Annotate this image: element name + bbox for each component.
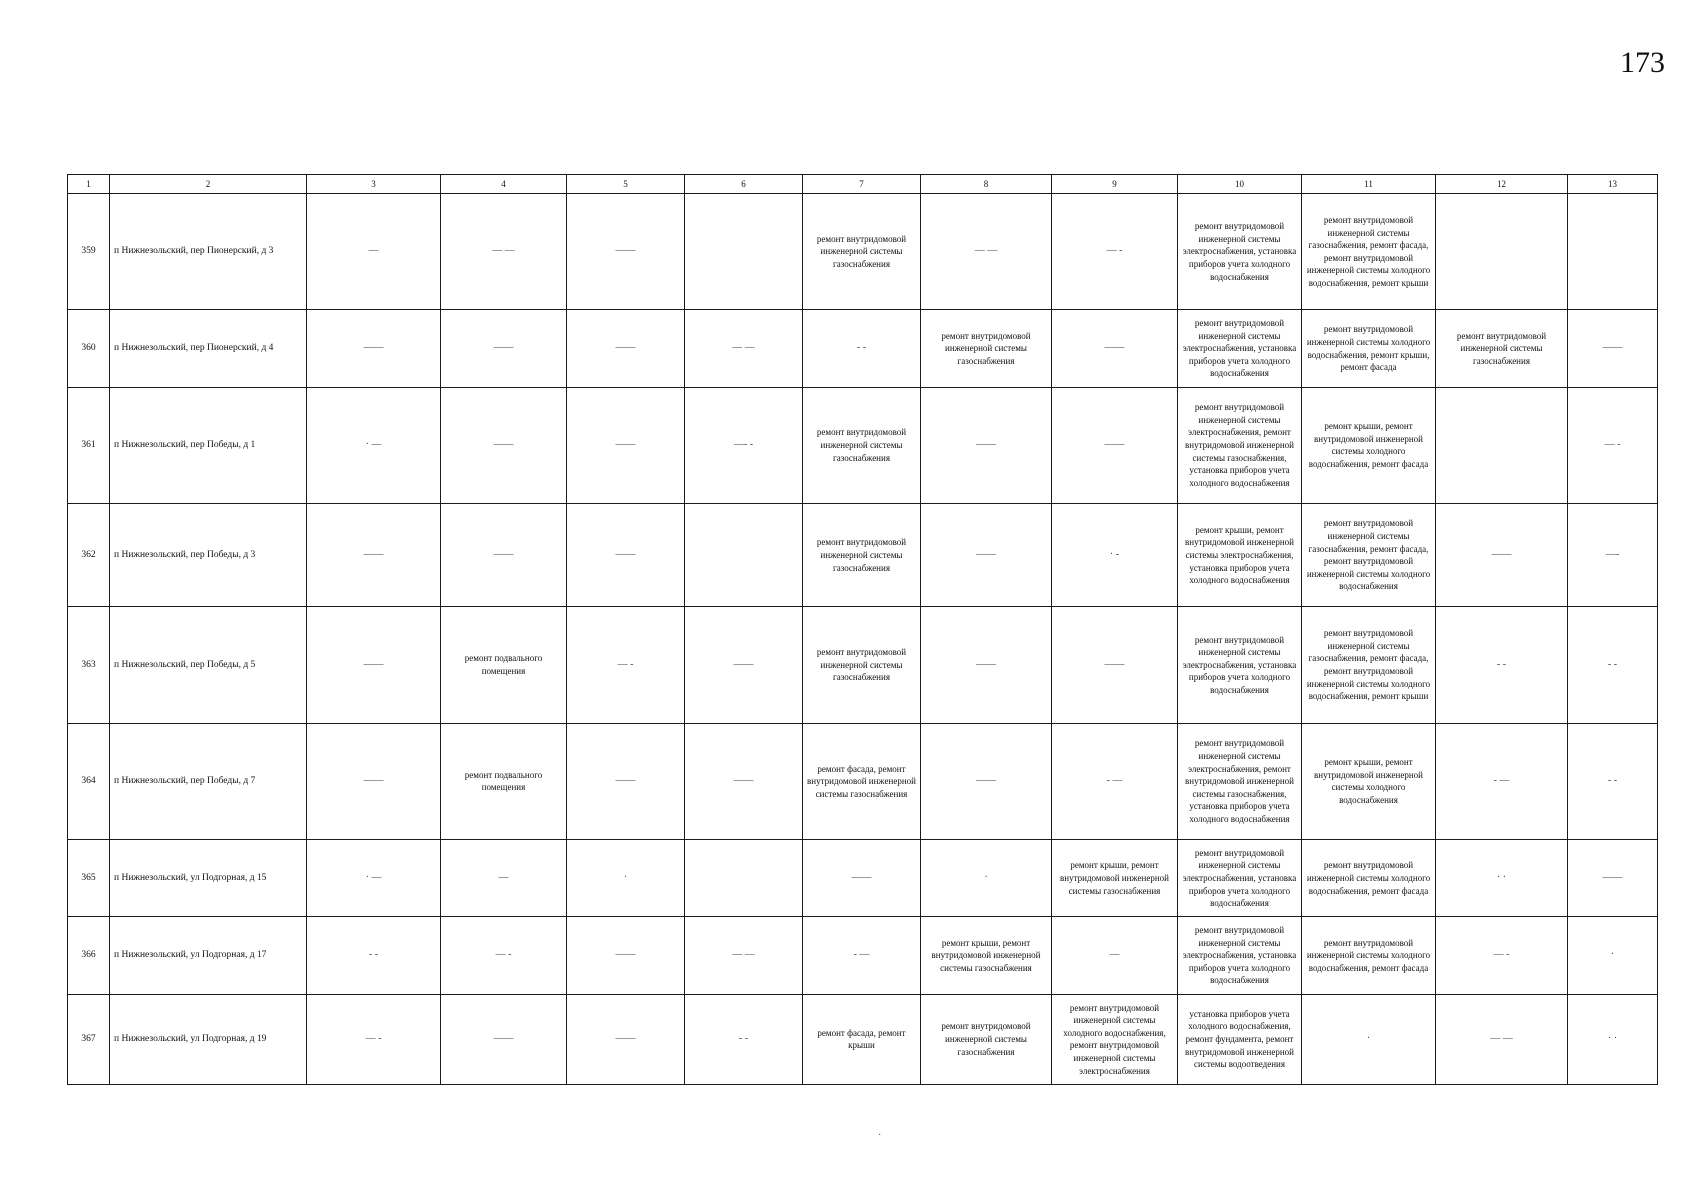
repair-cell-col-10: ремонт внутридомовой инженерной системы электроснабжения, установка приборов учета холодного водоснабжения bbox=[1178, 310, 1302, 387]
repair-cell-col-4: — — bbox=[441, 194, 567, 310]
repair-cell-col-4: —— bbox=[441, 387, 567, 503]
repair-cell-col-10: ремонт крыши, ремонт внутридомовой инженерной системы электроснабжения, установка приборов учета холодного водоснабжения bbox=[1178, 504, 1302, 607]
row-number: 367 bbox=[68, 994, 110, 1084]
repair-cell-col-6: - - bbox=[685, 994, 803, 1084]
repair-cell-col-5: —— bbox=[567, 504, 685, 607]
row-number: 359 bbox=[68, 194, 110, 310]
repair-cell-col-8: —— bbox=[921, 504, 1052, 607]
repair-cell-col-11: ремонт внутридомовой инженерной системы газоснабжения, ремонт фасада, ремонт внутридомовой инженерной системы холодного водоснабжения, ремонт крыши bbox=[1302, 607, 1436, 723]
row-number: 362 bbox=[68, 504, 110, 607]
table-row bbox=[68, 917, 1658, 994]
row-number: 366 bbox=[68, 917, 110, 994]
repair-cell-col-11: ремонт внутридомовой инженерной системы холодного водоснабжения, ремонт крыши, ремонт фасада bbox=[1302, 310, 1436, 387]
repair-cell-col-3: — - bbox=[307, 994, 441, 1084]
repair-cell-col-9: ремонт внутридомовой инженерной системы холодного водоснабжения, ремонт внутридомовой инженерной системы электроснабжения bbox=[1052, 994, 1178, 1084]
repair-cell-col-5: —— bbox=[567, 194, 685, 310]
repair-cell-col-7: ремонт фасада, ремонт крыши bbox=[803, 994, 921, 1084]
column-header-10: 10 bbox=[1178, 175, 1302, 194]
repair-cell-col-4: —— bbox=[441, 994, 567, 1084]
repair-cell-col-3: - - bbox=[307, 917, 441, 994]
repair-cell-col-7: ремонт фасада, ремонт внутридомовой инженерной системы газоснабжения bbox=[803, 723, 921, 839]
address-cell: п Нижнезольский, пер Победы, д 1 bbox=[110, 387, 307, 503]
repair-cell-col-3: —— bbox=[307, 310, 441, 387]
repair-cell-col-10: ремонт внутридомовой инженерной системы электроснабжения, ремонт внутридомовой инженерной системы газоснабжения, установка приборов учета холодного водоснабжения bbox=[1178, 723, 1302, 839]
table-row bbox=[68, 607, 1658, 723]
repair-cell-col-11: ремонт крыши, ремонт внутридомовой инженерной системы холодного водоснабжения, ремонт фасада bbox=[1302, 387, 1436, 503]
repair-cell-col-13: - - bbox=[1568, 607, 1658, 723]
repair-cell-col-4: — bbox=[441, 840, 567, 917]
repair-cell-col-7: ремонт внутридомовой инженерной системы газоснабжения bbox=[803, 607, 921, 723]
repair-cell-col-8: ремонт внутридомовой инженерной системы газоснабжения bbox=[921, 310, 1052, 387]
table-row bbox=[68, 840, 1658, 917]
column-header-13: 13 bbox=[1568, 175, 1658, 194]
address-cell: п Нижнезольский, пер Пионерский, д 3 bbox=[110, 194, 307, 310]
repair-cell-col-10: ремонт внутридомовой инженерной системы электроснабжения, установка приборов учета холодного водоснабжения bbox=[1178, 917, 1302, 994]
repair-cell-col-7: —— bbox=[803, 840, 921, 917]
repair-cell-col-12: · · bbox=[1436, 840, 1568, 917]
repair-cell-col-8: · bbox=[921, 840, 1052, 917]
column-header-8: 8 bbox=[921, 175, 1052, 194]
column-header-12: 12 bbox=[1436, 175, 1568, 194]
repair-cell-col-12: - - bbox=[1436, 607, 1568, 723]
repair-cell-col-13: - - bbox=[1568, 723, 1658, 839]
repair-cell-col-7: ремонт внутридомовой инженерной системы газоснабжения bbox=[803, 504, 921, 607]
repair-cell-col-4: —— bbox=[441, 310, 567, 387]
repair-cell-col-9: —— bbox=[1052, 310, 1178, 387]
repair-cell-col-5: — - bbox=[567, 607, 685, 723]
repair-cell-col-6 bbox=[685, 194, 803, 310]
address-cell: п Нижнезольский, ул Подгорная, д 19 bbox=[110, 994, 307, 1084]
repair-cell-col-6: —— bbox=[685, 723, 803, 839]
repair-cell-col-6: —- - bbox=[685, 387, 803, 503]
repair-cell-col-13: — - bbox=[1568, 387, 1658, 503]
row-number: 364 bbox=[68, 723, 110, 839]
repair-cell-col-9: —— bbox=[1052, 387, 1178, 503]
table-row bbox=[68, 504, 1658, 607]
repair-cell-col-5: —— bbox=[567, 723, 685, 839]
address-cell: п Нижнезольский, ул Подгорная, д 15 bbox=[110, 840, 307, 917]
repair-cell-col-11: ремонт крыши, ремонт внутридомовой инженерной системы холодного водоснабжения bbox=[1302, 723, 1436, 839]
page-number: 173 bbox=[1620, 46, 1665, 79]
repair-cell-col-5: —— bbox=[567, 387, 685, 503]
repair-cell-col-5: —— bbox=[567, 994, 685, 1084]
repair-cell-col-10: установка приборов учета холодного водоснабжения, ремонт фундамента, ремонт внутридомовой инженерной системы водоотведения bbox=[1178, 994, 1302, 1084]
repair-cell-col-10: ремонт внутридомовой инженерной системы электроснабжения, установка приборов учета холодного водоснабжения bbox=[1178, 840, 1302, 917]
repair-cell-col-3: · — bbox=[307, 840, 441, 917]
repair-cell-col-13: · bbox=[1568, 917, 1658, 994]
repair-cell-col-13: —- bbox=[1568, 504, 1658, 607]
repair-cell-col-12: ремонт внутридомовой инженерной системы газоснабжения bbox=[1436, 310, 1568, 387]
repair-cell-col-11: ремонт внутридомовой инженерной системы газоснабжения, ремонт фасада, ремонт внутридомовой инженерной системы холодного водоснабжения, ремонт крыши bbox=[1302, 194, 1436, 310]
column-header-3: 3 bbox=[307, 175, 441, 194]
repair-cell-col-6: — — bbox=[685, 917, 803, 994]
address-cell: п Нижнезольский, пер Пионерский, д 4 bbox=[110, 310, 307, 387]
repair-cell-col-12: - — bbox=[1436, 723, 1568, 839]
table-row bbox=[68, 310, 1658, 387]
repair-cell-col-8: —— bbox=[921, 723, 1052, 839]
repair-cell-col-13 bbox=[1568, 194, 1658, 310]
column-header-4: 4 bbox=[441, 175, 567, 194]
repair-cell-col-3: —— bbox=[307, 607, 441, 723]
repair-cell-col-11: ремонт внутридомовой инженерной системы газоснабжения, ремонт фасада, ремонт внутридомовой инженерной системы холодного водоснабжения bbox=[1302, 504, 1436, 607]
column-header-9: 9 bbox=[1052, 175, 1178, 194]
repair-cell-col-6 bbox=[685, 840, 803, 917]
repair-cell-col-7: ремонт внутридомовой инженерной системы газоснабжения bbox=[803, 194, 921, 310]
column-header-6: 6 bbox=[685, 175, 803, 194]
scan-mark: · bbox=[878, 1130, 882, 1141]
repair-cell-col-4: ремонт подвального помещения bbox=[441, 607, 567, 723]
repair-cell-col-8: ремонт внутридомовой инженерной системы газоснабжения bbox=[921, 994, 1052, 1084]
repair-cell-col-10: ремонт внутридомовой инженерной системы электроснабжения, установка приборов учета холодного водоснабжения bbox=[1178, 607, 1302, 723]
column-header-2: 2 bbox=[110, 175, 307, 194]
repair-cell-col-12 bbox=[1436, 194, 1568, 310]
repair-cell-col-9: · - bbox=[1052, 504, 1178, 607]
repair-cell-col-13: · · bbox=[1568, 994, 1658, 1084]
repair-cell-col-6: — — bbox=[685, 310, 803, 387]
repair-cell-col-3: —— bbox=[307, 723, 441, 839]
table-row bbox=[68, 194, 1658, 310]
repair-cell-col-7: - — bbox=[803, 917, 921, 994]
repair-plan-table bbox=[67, 174, 1658, 1085]
address-cell: п Нижнезольский, пер Победы, д 7 bbox=[110, 723, 307, 839]
repair-cell-col-9: — - bbox=[1052, 194, 1178, 310]
repair-cell-col-9: —— bbox=[1052, 607, 1178, 723]
address-cell: п Нижнезольский, пер Победы, д 5 bbox=[110, 607, 307, 723]
row-number: 361 bbox=[68, 387, 110, 503]
column-header-5: 5 bbox=[567, 175, 685, 194]
table-row bbox=[68, 723, 1658, 839]
table-row bbox=[68, 387, 1658, 503]
row-number: 363 bbox=[68, 607, 110, 723]
repair-cell-col-8: —— bbox=[921, 607, 1052, 723]
repair-cell-col-5: —— bbox=[567, 917, 685, 994]
column-header-11: 11 bbox=[1302, 175, 1436, 194]
repair-cell-col-6 bbox=[685, 504, 803, 607]
address-cell: п Нижнезольский, пер Победы, д 3 bbox=[110, 504, 307, 607]
column-header-7: 7 bbox=[803, 175, 921, 194]
repair-cell-col-7: - - bbox=[803, 310, 921, 387]
repair-cell-col-3: — bbox=[307, 194, 441, 310]
repair-cell-col-8: —— bbox=[921, 387, 1052, 503]
repair-cell-col-9: — bbox=[1052, 917, 1178, 994]
repair-cell-col-10: ремонт внутридомовой инженерной системы электроснабжения, ремонт внутридомовой инженерной системы газоснабжения, установка приборов учета холодного водоснабжения bbox=[1178, 387, 1302, 503]
repair-cell-col-12: — — bbox=[1436, 994, 1568, 1084]
repair-cell-col-3: · — bbox=[307, 387, 441, 503]
repair-cell-col-4: — - bbox=[441, 917, 567, 994]
table-body bbox=[68, 175, 1658, 1085]
repair-cell-col-6: —— bbox=[685, 607, 803, 723]
repair-cell-col-5: —— bbox=[567, 310, 685, 387]
column-header-1: 1 bbox=[68, 175, 110, 194]
table-row bbox=[68, 994, 1658, 1084]
repair-cell-col-12: —— bbox=[1436, 504, 1568, 607]
header-row bbox=[68, 175, 1658, 194]
repair-cell-col-9: - — bbox=[1052, 723, 1178, 839]
repair-cell-col-4: ремонт подвального помещения bbox=[441, 723, 567, 839]
row-number: 360 bbox=[68, 310, 110, 387]
repair-cell-col-12 bbox=[1436, 387, 1568, 503]
repair-cell-col-4: —— bbox=[441, 504, 567, 607]
repair-cell-col-13: —— bbox=[1568, 310, 1658, 387]
repair-cell-col-11: ремонт внутридомовой инженерной системы холодного водоснабжения, ремонт фасада bbox=[1302, 917, 1436, 994]
repair-cell-col-3: —— bbox=[307, 504, 441, 607]
address-cell: п Нижнезольский, ул Подгорная, д 17 bbox=[110, 917, 307, 994]
repair-cell-col-7: ремонт внутридомовой инженерной системы газоснабжения bbox=[803, 387, 921, 503]
repair-cell-col-8: ремонт крыши, ремонт внутридомовой инженерной системы газоснабжения bbox=[921, 917, 1052, 994]
repair-cell-col-13: —— bbox=[1568, 840, 1658, 917]
repair-cell-col-11: · bbox=[1302, 994, 1436, 1084]
row-number: 365 bbox=[68, 840, 110, 917]
repair-cell-col-11: ремонт внутридомовой инженерной системы холодного водоснабжения, ремонт фасада bbox=[1302, 840, 1436, 917]
repair-cell-col-9: ремонт крыши, ремонт внутридомовой инженерной системы газоснабжения bbox=[1052, 840, 1178, 917]
repair-cell-col-10: ремонт внутридомовой инженерной системы электроснабжения, установка приборов учета холодного водоснабжения bbox=[1178, 194, 1302, 310]
repair-cell-col-5: · bbox=[567, 840, 685, 917]
repair-cell-col-8: — — bbox=[921, 194, 1052, 310]
repair-cell-col-12: — - bbox=[1436, 917, 1568, 994]
